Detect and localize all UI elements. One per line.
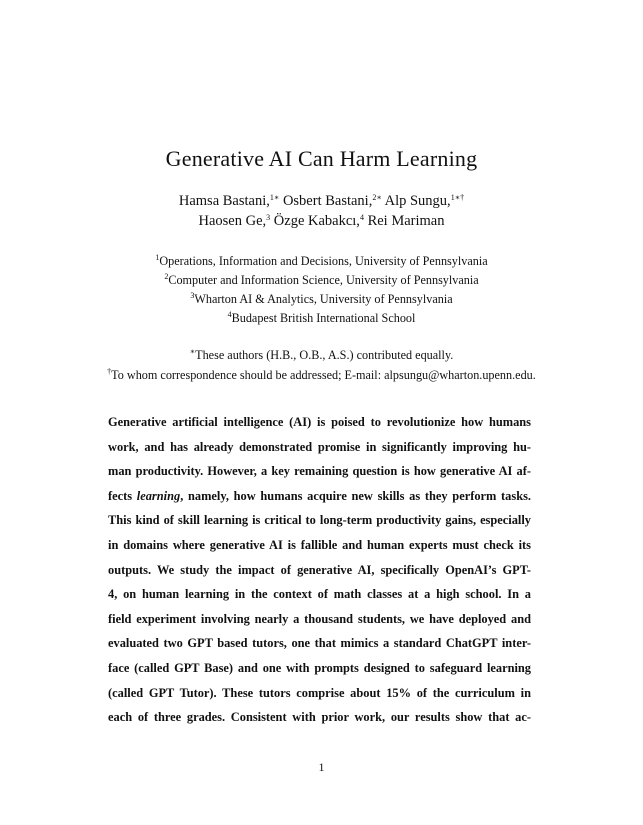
- paper-title: Generative AI Can Harm Learning: [165, 146, 478, 171]
- correspondence-note: [0, 368, 643, 383]
- author-name: Alp Sungu,: [384, 193, 451, 209]
- emphasis-text: learning: [136, 488, 181, 503]
- abstract-line: face (called GPT Base) and one with prompts designed to safeguard learning: [108, 660, 531, 675]
- abstract-line: Generative artificial intelligence (AI) is poised to revolutionize how humans: [108, 415, 531, 429]
- abstract-line: (called GPT Tutor). These tutors comprise about 15% of the curriculum in: [108, 685, 531, 700]
- affiliation: [0, 254, 643, 269]
- abstract-line: 4, on human learning in the context of math classes at a high school. In a: [108, 587, 531, 602]
- abstract-line: field experiment involving nearly a thousand students, we have deployed and: [108, 611, 531, 626]
- author-name: Özge Kabakcı,: [273, 213, 360, 229]
- page-number: 1: [318, 760, 325, 774]
- affiliation-marker: 2: [164, 272, 169, 281]
- author-marker: 4: [359, 213, 364, 222]
- abstract-line: This kind of skill learning is critical to long-term productivity gains, especially: [108, 513, 531, 528]
- author-name: Hamsa Bastani,: [178, 193, 270, 209]
- affiliation-marker: 4: [227, 310, 232, 319]
- affiliation-text: Budapest British International School: [231, 311, 416, 325]
- affiliation-marker: 1: [155, 253, 160, 262]
- author-marker: 1∗: [269, 193, 280, 202]
- affiliation: [0, 311, 643, 326]
- author-name: Haosen Ge,: [198, 213, 267, 229]
- note-text: To whom correspondence should be addressed; E-mail: alpsungu@wharton.upenn.edu.: [111, 368, 536, 382]
- abstract-line: work, and has already demonstrated promise in significantly improving hu-: [108, 439, 531, 454]
- author-line-1: [0, 193, 643, 210]
- author-marker: 2∗: [372, 193, 382, 202]
- abstract: [108, 410, 531, 730]
- abstract-line: in domains where generative AI is fallible and human experts must check its: [108, 537, 531, 552]
- author-marker: 1∗†: [450, 193, 465, 202]
- equal-contribution-note: [0, 348, 643, 363]
- abstract-text: fects: [108, 488, 137, 503]
- note-marker: ∗: [189, 347, 196, 356]
- abstract-text: , namely, how humans acquire new skills as they perform tasks.: [180, 488, 532, 503]
- author-line-2: [0, 213, 643, 230]
- note-marker: †: [107, 367, 112, 376]
- abstract-line: man productivity. However, a key remaining question is how generative AI af-: [108, 464, 531, 479]
- affiliation-text: Wharton AI & Analytics, University of Pennsylvania: [194, 292, 453, 306]
- affiliation-text: Computer and Information Science, University of Pennsylvania: [168, 273, 479, 287]
- author-name: Rei Mariman: [367, 213, 445, 229]
- abstract-line: outputs. We study the impact of generative AI, specifically OpenAI’s GPT-: [108, 562, 531, 577]
- author-marker: 3: [266, 213, 271, 222]
- abstract-line: [108, 484, 531, 509]
- affiliation: [0, 273, 643, 288]
- abstract-line: each of three grades. Consistent with prior work, our results show that ac-: [108, 710, 531, 725]
- affiliation: [0, 292, 643, 307]
- affiliation-text: Operations, Information and Decisions, University of Pennsylvania: [159, 254, 488, 268]
- abstract-line: evaluated two GPT based tutors, one that mimics a standard ChatGPT inter-: [108, 636, 531, 651]
- author-name: Osbert Bastani,: [282, 193, 373, 209]
- note-text: These authors (H.B., O.B., A.S.) contributed equally.: [195, 348, 454, 362]
- affiliation-marker: 3: [190, 291, 195, 300]
